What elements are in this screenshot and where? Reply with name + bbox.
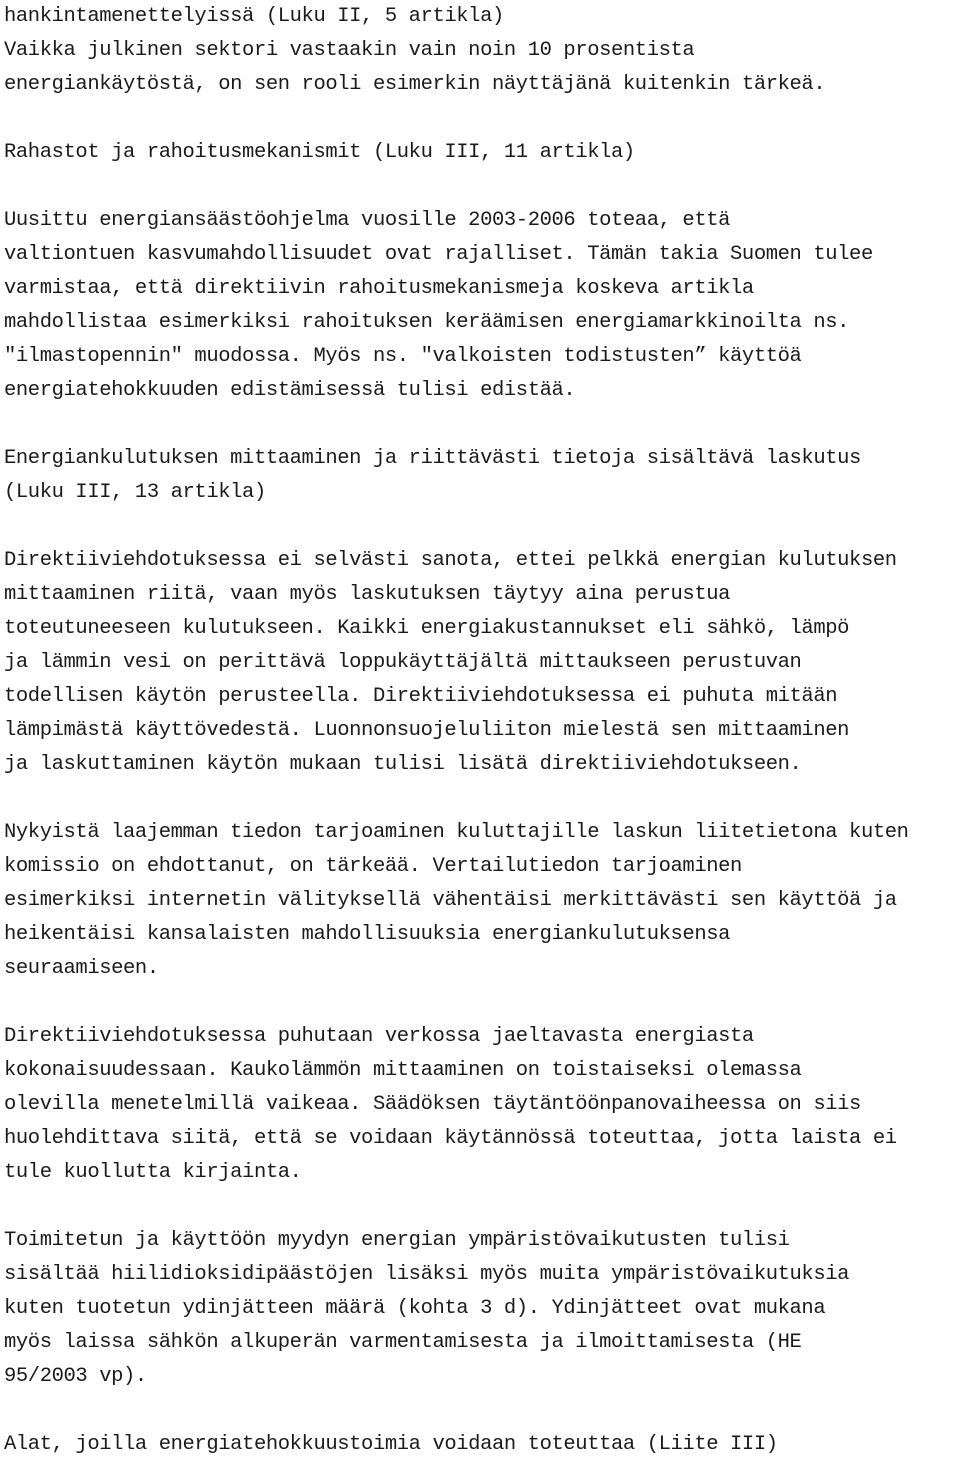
text-line: toteutuneeseen kulutukseen. Kaikki energiakustannukset eli sähkö, lämpö xyxy=(4,617,850,640)
text-line: Alat, joilla energiatehokkuustoimia voidaan toteuttaa (Liite III) xyxy=(4,1433,778,1456)
text-line: Vaikka julkinen sektori vastaakin vain noin 10 prosentista xyxy=(4,39,695,62)
text-line: mahdollistaa esimerkiksi rahoituksen keräämisen energiamarkkinoilta ns. xyxy=(4,311,850,334)
text-line: lämpimästä käyttövedestä. Luonnonsuojeluliiton mielestä sen mittaaminen xyxy=(4,719,850,742)
text-line: Nykyistä laajemman tiedon tarjoaminen kuluttajille laskun liitetietona kuten xyxy=(4,821,909,844)
text-line: sisältää hiilidioksidipäästöjen lisäksi myös muita ympäristövaikutuksia xyxy=(4,1263,850,1286)
document-page xyxy=(4,0,956,1462)
paragraph-gap xyxy=(4,986,956,1020)
text-line: Direktiiviehdotuksessa ei selvästi sanota, ettei pelkkä energian kulutuksen xyxy=(4,549,897,572)
section-heading-funds xyxy=(4,136,956,170)
text-line: energiankäytöstä, on sen rooli esimerkin näyttäjänä kuitenkin tärkeä. xyxy=(4,73,826,96)
text-line: Toimitetun ja käyttöön myydyn energian ympäristövaikutusten tulisi xyxy=(4,1229,790,1252)
text-line: huolehdittava siitä, että se voidaan käytännössä toteuttaa, jotta laista ei xyxy=(4,1127,897,1150)
text-line: 95/2003 vp). xyxy=(4,1365,147,1388)
text-line: Rahastot ja rahoitusmekanismit (Luku III, 11 artikla) xyxy=(4,141,635,164)
section-heading-metering xyxy=(4,442,956,510)
text-line: mittaaminen riitä, vaan myös laskutuksen täytyy aina perustua xyxy=(4,583,731,606)
paragraph-public-sector xyxy=(4,0,956,102)
paragraph-environmental-impacts xyxy=(4,1224,956,1394)
paragraph-metering xyxy=(4,544,956,782)
paragraph-gap xyxy=(4,102,956,136)
text-line: kokonaisuudessaan. Kaukolämmön mittaaminen on toistaiseksi olemassa xyxy=(4,1059,802,1082)
text-line: ja laskuttaminen käytön mukaan tulisi lisätä direktiiviehdotukseen. xyxy=(4,753,802,776)
text-line: hankintamenettelyissä (Luku II, 5 artikla) xyxy=(4,5,504,28)
text-line: "ilmastopennin" muodossa. Myös ns. "valkoisten todistusten” käyttöä xyxy=(4,345,802,368)
text-line: myös laissa sähkön alkuperän varmentamisesta ja ilmoittamisesta (HE xyxy=(4,1331,802,1354)
text-line: tule kuollutta kirjainta. xyxy=(4,1161,302,1184)
text-line: komissio on ehdottanut, on tärkeää. Vertailutiedon tarjoaminen xyxy=(4,855,742,878)
text-line: valtiontuen kasvumahdollisuudet ovat rajalliset. Tämän takia Suomen tulee xyxy=(4,243,873,266)
section-heading-annex xyxy=(4,1428,956,1462)
text-line: esimerkiksi internetin välityksellä vähentäisi merkittävästi sen käyttöä ja xyxy=(4,889,897,912)
text-line: energiatehokkuuden edistämisessä tulisi edistää. xyxy=(4,379,576,402)
text-line: heikentäisi kansalaisten mahdollisuuksia energiankulutuksensa xyxy=(4,923,731,946)
paragraph-billing-info xyxy=(4,816,956,986)
text-line: olevilla menetelmillä vaikeaa. Säädöksen täytäntöönpanovaiheessa on siis xyxy=(4,1093,861,1116)
paragraph-funding xyxy=(4,204,956,408)
paragraph-gap xyxy=(4,1394,956,1428)
text-line: todellisen käytön perusteella. Direktiiviehdotuksessa ei puhuta mitään xyxy=(4,685,838,708)
text-line: seuraamiseen. xyxy=(4,957,159,980)
text-line: (Luku III, 13 artikla) xyxy=(4,481,266,504)
text-line: Uusittu energiansäästöohjelma vuosille 2003-2006 toteaa, että xyxy=(4,209,731,232)
paragraph-district-heating xyxy=(4,1020,956,1190)
text-line: Energiankulutuksen mittaaminen ja riittävästi tietoja sisältävä laskutus xyxy=(4,447,861,470)
paragraph-gap xyxy=(4,1190,956,1224)
paragraph-gap xyxy=(4,510,956,544)
paragraph-gap xyxy=(4,408,956,442)
paragraph-gap xyxy=(4,782,956,816)
text-line: varmistaa, että direktiivin rahoitusmekanismeja koskeva artikla xyxy=(4,277,754,300)
text-line: ja lämmin vesi on perittävä loppukäyttäjältä mittaukseen perustuvan xyxy=(4,651,802,674)
text-line: Direktiiviehdotuksessa puhutaan verkossa jaeltavasta energiasta xyxy=(4,1025,754,1048)
paragraph-gap xyxy=(4,170,956,204)
text-line: kuten tuotetun ydinjätteen määrä (kohta 3 d). Ydinjätteet ovat mukana xyxy=(4,1297,826,1320)
